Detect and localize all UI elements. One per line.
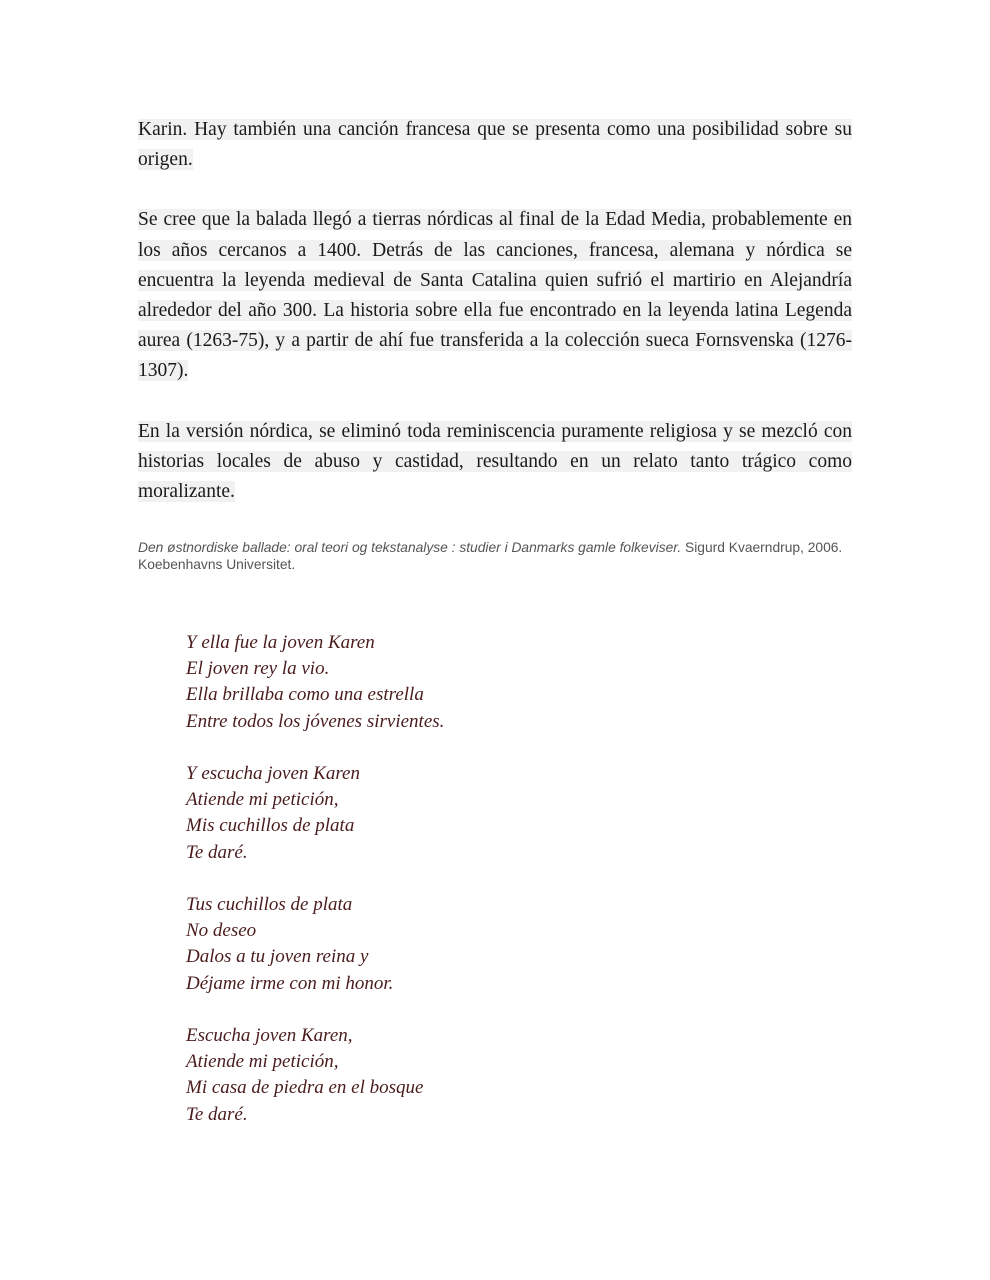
- poem-line: Mi casa de piedra en el bosque: [186, 1077, 424, 1099]
- poem-line: Te daré.: [186, 841, 248, 863]
- poem-line: Déjame irme con mi honor.: [186, 972, 394, 994]
- poem-line: El joven rey la vio.: [186, 658, 330, 680]
- document-body: [138, 115, 852, 573]
- poem-line: Dalos a tu joven reina y: [186, 946, 369, 968]
- stanza-2: [186, 761, 444, 866]
- poem-line: Y escucha joven Karen: [186, 763, 360, 784]
- paragraph-history: Se cree que la balada llegó a tierras nórdicas al final de la Edad Media, probablemente en los años cercanos a 1400. Detrás de las canciones, francesa, alemana y nórdica se encuentra la leyenda medieval de Santa Catalina quien sufrió el martirio en Alejandría alrededor del año 300. La historia sobre ella fue encontrado en la leyenda latina Legenda aurea (1263-75), y a partir de ahí fue transferida a la colección sueca Fornsvenska (1276-1307).: [138, 209, 852, 382]
- stanza-1: [186, 630, 444, 735]
- poem-line: Tus cuchillos de plata: [186, 894, 353, 915]
- poem-line: Mis cuchillos de plata: [186, 815, 355, 837]
- poem-line: Atiende mi petición,: [186, 789, 339, 811]
- poem-line: Ella brillaba como una estrella: [186, 684, 424, 706]
- poem: [186, 630, 444, 1128]
- citation-title: Den østnordiske ballade: oral teori og tekstanalyse : studier i Danmarks gamle folkeviser.: [138, 540, 682, 556]
- poem-line: Entre todos los jóvenes sirvientes.: [186, 710, 445, 732]
- poem-line: No deseo: [186, 920, 257, 942]
- paragraph-origin: Karin. Hay también una canción francesa que se presenta como una posibilidad sobre su origen.: [138, 119, 852, 171]
- paragraph-nordic-version: En la versión nórdica, se eliminó toda reminiscencia puramente religiosa y se mezcló con historias locales de abuso y castidad, resultando en un relato tanto trágico como moralizante.: [138, 420, 852, 503]
- citation-rest: Sigurd Kvaerndrup, 2006. Koebenhavns Universitet.: [138, 540, 843, 573]
- poem-line: Escucha joven Karen,: [186, 1025, 353, 1046]
- poem-line: Y ella fue la joven Karen: [186, 632, 375, 653]
- stanza-3: [186, 892, 444, 997]
- citation: [138, 539, 852, 573]
- poem-line: Te daré.: [186, 1103, 248, 1125]
- poem-line: Atiende mi petición,: [186, 1051, 339, 1073]
- stanza-4: [186, 1023, 444, 1128]
